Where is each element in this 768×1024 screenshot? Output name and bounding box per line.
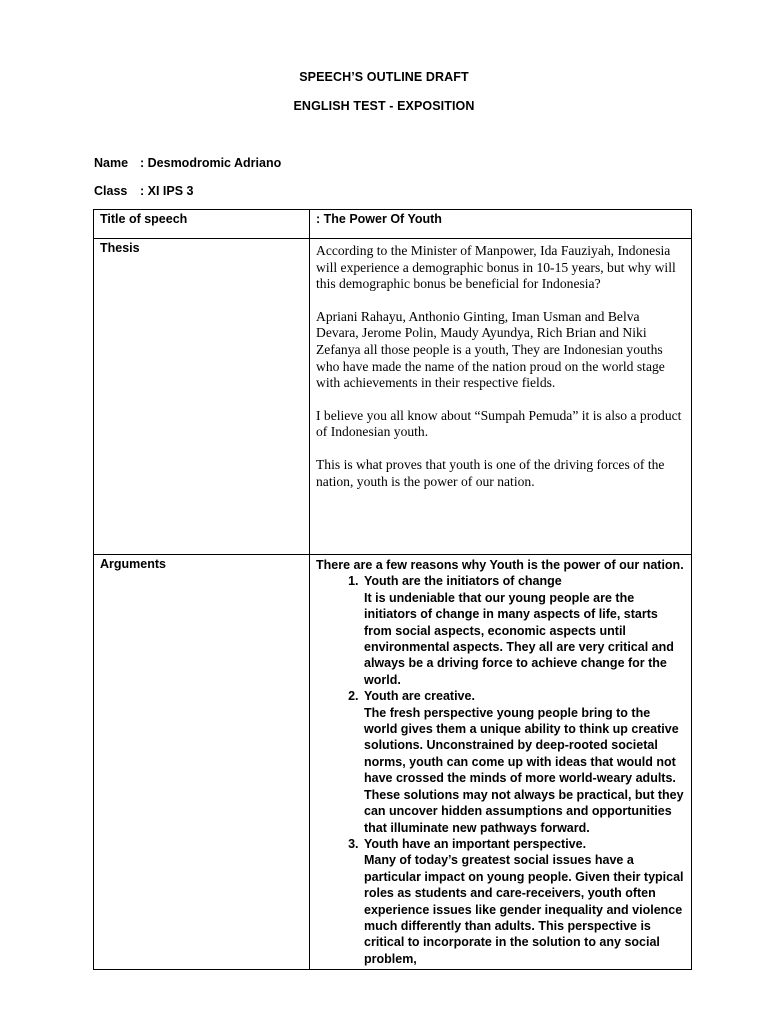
thesis-paragraph: Apriani Rahayu, Anthonio Ginting, Iman Usman and Belva Devara, Jerome Polin, Maudy Ayundya, Rich Brian and Niki Zefanya all those people is a youth, They are Indonesian youths who have made the name of the nation proud on the world stage with achievements in their respective fields. (316, 308, 665, 391)
class-label: Class (94, 184, 128, 198)
table-row-arguments (94, 555, 692, 970)
title-value-cell: : The Power Of Youth (310, 210, 692, 239)
argument-description: It is undeniable that our young people are the initiators of change in many aspects of life, starts from social aspects, economic aspects until environmental aspects. They all are very critical and always be a driving force to achieve change for the world. (364, 590, 674, 687)
thesis-content-cell (310, 239, 692, 555)
document-subtitle: ENGLISH TEST - EXPOSITION (293, 99, 475, 113)
thesis-paragraph: According to the Minister of Manpower, Ida Fauziyah, Indonesia will experience a demographic bonus in 10-15 years, but why will this demographic bonus be beneficial for Indonesia? (316, 243, 676, 292)
class-value: : XI IPS 3 (140, 184, 194, 198)
arguments-intro: There are a few reasons why Youth is the power of our nation. (316, 558, 684, 572)
argument-item (362, 573, 685, 688)
argument-item (362, 836, 685, 967)
argument-point: 2. Youth are creative. (364, 689, 475, 704)
table-row-title (94, 210, 692, 239)
student-name-line (94, 156, 281, 170)
student-class-line (94, 184, 194, 198)
name-label: Name (94, 156, 129, 170)
argument-item (362, 688, 685, 836)
thesis-paragraph: I believe you all know about “Sumpah Pemuda” it is also a product of Indonesian youth. (316, 407, 682, 440)
thesis-label-cell: Thesis (94, 239, 310, 555)
argument-point: 3. Youth have an important perspective. (364, 836, 587, 851)
title-label-cell: Title of speech (94, 210, 310, 239)
speech-outline-table (93, 209, 692, 970)
name-value: : Desmodromic Adriano (140, 156, 282, 170)
document-title: SPEECH’S OUTLINE DRAFT (299, 70, 469, 84)
thesis-paragraph: This is what proves that youth is one of the driving forces of the nation, youth is the power of our nation. (316, 456, 665, 489)
argument-description: The fresh perspective young people bring to the world gives them a unique ability to think up creative solutions. Unconstrained by deep-rooted societal norms, youth can come up with ideas that would not have crossed the minds of more world-weary adults. These solutions may not always be practical, but they can uncover hidden assumptions and opportunities that illuminate new pathways forward. (364, 705, 684, 835)
argument-description: Many of today’s greatest social issues have a particular impact on young people. Given their typical roles as students and care-receivers, youth often experience issues like gender inequality and violence much differently than adults. This perspective is critical to incorporate in the solution to any social problem, (364, 853, 684, 966)
arguments-label-cell: Arguments (94, 555, 310, 970)
arguments-list (316, 573, 685, 967)
arguments-content-cell (310, 555, 692, 970)
table-row-thesis (94, 239, 692, 555)
argument-point: 1. Youth are the initiators of change (364, 574, 562, 589)
